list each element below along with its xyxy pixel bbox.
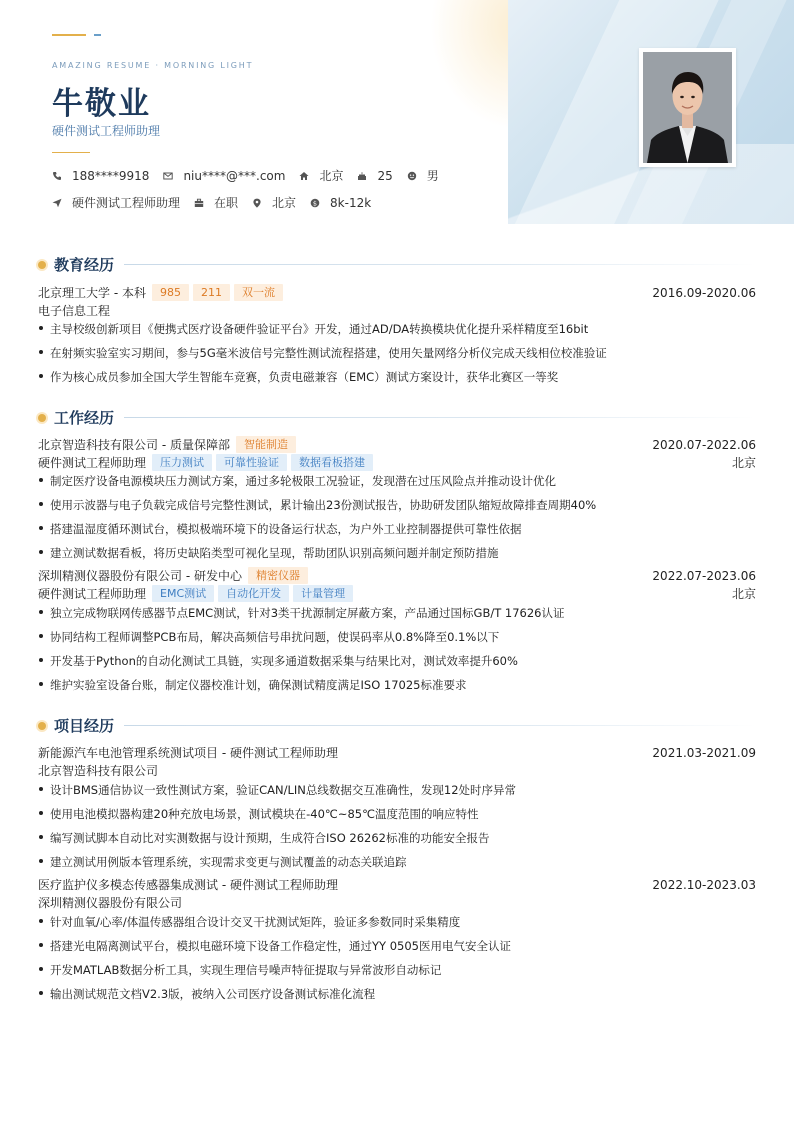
age-text: 25 — [377, 168, 393, 183]
job-info-row — [52, 194, 385, 211]
profile-photo — [639, 48, 736, 167]
work-company-row — [38, 436, 756, 453]
school-tag-211: 211 — [193, 284, 230, 301]
gender-icon — [407, 171, 417, 181]
work-bullet: 建立测试数据看板，将历史缺陷类型可视化呈现，帮助团队识别高频问题并制定预防措施 — [38, 545, 756, 561]
project-date: 2021.03-2021.09 — [652, 745, 756, 760]
work-bullet: 搭建温湿度循环测试台，模拟极端环境下的设备运行状态，为户外工业控制器提供可靠性依据 — [38, 521, 756, 537]
work-date: 2022.07-2023.06 — [652, 568, 756, 583]
school-tag-985: 985 — [152, 284, 189, 301]
education-bullet: 作为核心成员参加全国大学生智能车竞赛，负责电磁兼容（EMC）测试方案设计，获华北赛区一等奖 — [38, 369, 756, 385]
industry-tag: 精密仪器 — [248, 567, 308, 584]
salary-icon — [310, 198, 320, 208]
phone-text: 188****9918 — [72, 168, 150, 183]
education-bullet: 在射频实验室实习期间，参与5G毫米波信号完整性测试流程搭建，使用矢量网络分析仪完成天线相位校准验证 — [38, 345, 756, 361]
section-divider — [124, 725, 756, 726]
education-date: 2016.09-2020.06 — [652, 285, 756, 300]
project-bullet: 设计BMS通信协议一致性测试方案，验证CAN/LIN总线数据交互准确性，发现12处时序异常 — [38, 782, 756, 798]
location-icon — [252, 198, 262, 208]
work-company-row — [38, 567, 756, 584]
project-name: 医疗监护仪多模态传感器集成测试 - 硬件测试工程师助理 — [38, 878, 338, 892]
section-work — [38, 407, 756, 428]
gender-text: 男 — [426, 169, 439, 183]
school-name: 北京理工大学 - 本科 — [38, 286, 146, 300]
education-bullet: 主导校级创新项目《便携式医疗设备硬件验证平台》开发，通过AD/DA转换模块优化提升采样精度至16bit — [38, 321, 756, 337]
industry-tag: 智能制造 — [236, 436, 296, 453]
work-bullet: 独立完成物联网传感器节点EMC测试，针对3类干扰源制定屏蔽方案，产品通过国标GB/T 17626认证 — [38, 605, 756, 621]
resume-header — [0, 0, 794, 224]
skill-tag: EMC测试 — [152, 585, 214, 602]
project-bullet: 输出测试规范文档V2.3版，被纳入公司医疗设备测试标准化流程 — [38, 986, 756, 1002]
section-dot — [38, 261, 46, 269]
title-divider — [52, 152, 90, 153]
work-bullet: 使用示波器与电子负载完成信号完整性测试，累计输出23份测试报告，协助研发团队缩短故障排查周期40% — [38, 497, 756, 513]
target-position-item — [52, 194, 180, 211]
project-name-row — [38, 744, 756, 761]
work-role: 硬件测试工程师助理 — [38, 456, 147, 470]
email-text: niu****@***.com — [183, 168, 286, 183]
section-title-project: 项目经历 — [54, 717, 115, 735]
project-bullet: 开发MATLAB数据分析工具，实现生理信号噪声特征提取与异常波形自动标记 — [38, 962, 756, 978]
age-item — [357, 169, 392, 183]
candidate-name: 牛敬业 — [52, 86, 151, 122]
work-bullet: 开发基于Python的自动化测试工具链，实现多通道数据采集与结果比对，测试效率提升60% — [38, 653, 756, 669]
project-bullet: 编写测试脚本自动比对实测数据与设计预期，生成符合ISO 26262标准的功能安全报告 — [38, 830, 756, 846]
project-company-row — [38, 894, 756, 911]
project-date: 2022.10-2023.03 — [652, 877, 756, 892]
residence-text: 北京 — [319, 169, 344, 183]
phone-icon — [52, 171, 62, 181]
project-company: 深圳精测仪器股份有限公司 — [38, 896, 183, 910]
salary-text: 8k-12k — [330, 195, 372, 210]
section-title-work: 工作经历 — [54, 409, 115, 427]
residence-item — [299, 167, 343, 184]
work-bullet: 维护实验室设备台账，制定仪器校准计划，确保测试精度满足ISO 17025标准要求 — [38, 677, 756, 693]
skill-tag: 数据看板搭建 — [291, 454, 373, 471]
education-major: 电子信息工程 — [38, 304, 111, 318]
section-divider — [124, 417, 756, 418]
work-company: 深圳精测仪器股份有限公司 - 研发中心 — [38, 569, 242, 583]
skill-tag: 计量管理 — [293, 585, 353, 602]
project-bullet: 搭建光电隔离测试平台，模拟电磁环境下设备工作稳定性，通过YY 0505医用电气安全认证 — [38, 938, 756, 954]
profile-photo-image — [643, 52, 732, 163]
phone-item — [52, 169, 149, 183]
work-bullet: 制定医疗设备电源模块压力测试方案，通过多轮极限工况验证，发现潜在过压风险点并推动设计优化 — [38, 473, 756, 489]
job-status-item — [194, 194, 238, 211]
send-icon — [52, 198, 62, 208]
education-school-row — [38, 284, 756, 301]
work-role: 硬件测试工程师助理 — [38, 587, 147, 601]
portrait-illustration — [643, 52, 732, 163]
work-role-row — [38, 585, 756, 602]
gender-item — [407, 167, 439, 184]
work-role-row — [38, 454, 756, 471]
mail-icon — [163, 171, 173, 181]
project-bullet: 使用电池模拟器构建20种充放电场景，测试模块在-40℃~85℃温度范围的响应特性 — [38, 806, 756, 822]
school-tag-double-first-class: 双一流 — [234, 284, 283, 301]
project-company-row — [38, 762, 756, 779]
project-company: 北京智造科技有限公司 — [38, 764, 159, 778]
cake-icon — [357, 171, 367, 181]
section-dot — [38, 722, 46, 730]
section-project — [38, 715, 756, 736]
work-bullet: 协同结构工程师调整PCB布局，解决高频信号串扰问题，使误码率从0.8%降至0.1%以下 — [38, 629, 756, 645]
contact-info-row — [52, 167, 453, 184]
svg-text:$: $ — [312, 198, 318, 207]
work-city: 北京 — [731, 587, 756, 601]
briefcase-icon — [194, 198, 204, 208]
section-title-education: 教育经历 — [54, 256, 115, 274]
work-city: 北京 — [731, 456, 756, 470]
section-education — [38, 254, 756, 275]
work-date: 2020.07-2022.06 — [652, 437, 756, 452]
home-icon — [299, 171, 309, 181]
target-city-text: 北京 — [272, 196, 297, 210]
work-company: 北京智造科技有限公司 - 质量保障部 — [38, 438, 230, 452]
salary-item — [310, 196, 371, 210]
skill-tag: 自动化开发 — [218, 585, 289, 602]
skill-tag: 可靠性验证 — [216, 454, 287, 471]
resume-tagline: AMAZING RESUME · MORNING LIGHT — [52, 61, 254, 70]
project-name: 新能源汽车电池管理系统测试项目 - 硬件测试工程师助理 — [38, 746, 338, 760]
job-status-text: 在职 — [214, 196, 239, 210]
education-major-row — [38, 302, 756, 319]
email-item — [163, 169, 285, 183]
project-name-row — [38, 876, 756, 893]
candidate-title: 硬件测试工程师助理 — [52, 124, 161, 138]
target-position-text: 硬件测试工程师助理 — [72, 196, 181, 210]
project-bullet: 针对血氧/心率/体温传感器组合设计交叉干扰测试矩阵，验证多参数同时采集精度 — [38, 914, 756, 930]
section-dot — [38, 414, 46, 422]
skill-tag: 压力测试 — [152, 454, 212, 471]
target-city-item — [252, 194, 296, 211]
project-bullet: 建立测试用例版本管理系统，实现需求变更与测试覆盖的动态关联追踪 — [38, 854, 756, 870]
section-divider — [124, 264, 756, 265]
